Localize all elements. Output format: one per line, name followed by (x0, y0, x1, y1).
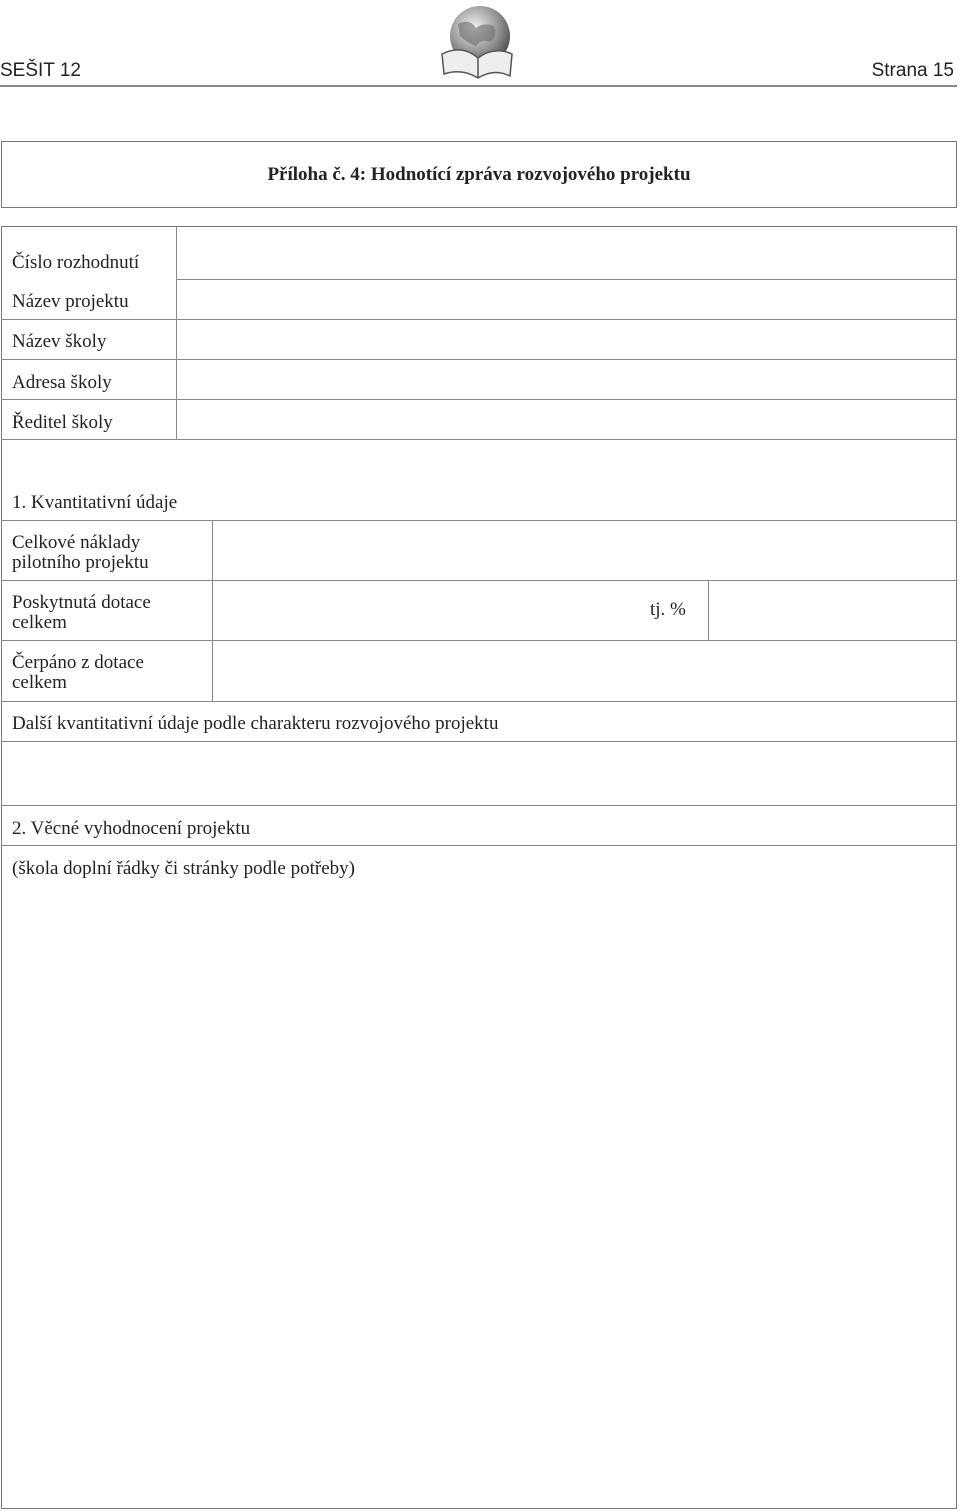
info-column-divider (176, 226, 177, 440)
info-row-divider (176, 279, 957, 280)
globe-book-logo-icon (436, 2, 518, 84)
grant-provided-label: Poskytnutá dotace celkem (12, 592, 151, 633)
quant-row-divider (1, 640, 957, 641)
decision-number-label: Číslo rozhodnutí (12, 252, 140, 273)
section-divider (1, 845, 957, 846)
school-address-label: Adresa školy (12, 372, 112, 393)
header-divider (0, 85, 957, 87)
project-name-label: Název projektu (12, 291, 129, 312)
page-title: Příloha č. 4: Hodnotící zpráva rozvojového projektu (267, 163, 691, 185)
quant-row-divider (1, 580, 957, 581)
info-row-divider (1, 399, 957, 400)
info-row-divider (1, 319, 957, 320)
total-costs-label: Celkové náklady pilotního projektu (12, 532, 149, 573)
grant-drawn-label: Čerpáno z dotace celkem (12, 652, 144, 693)
percent-label: tj. % (650, 599, 686, 620)
section-divider (1, 805, 957, 806)
quant-row-divider (1, 741, 957, 742)
section-divider (1, 520, 957, 521)
header-page-number: Strana 15 (871, 60, 954, 81)
section2-note: (škola doplní řádky či stránky podle potřeby) (12, 858, 355, 879)
school-name-label: Název školy (12, 331, 107, 352)
info-row-divider (1, 439, 957, 440)
page-title-box (1, 141, 957, 208)
quant-column-divider (212, 520, 213, 701)
section2-heading: 2. Věcné vyhodnocení projektu (12, 818, 251, 839)
header-section-label: SEŠIT 12 (0, 60, 81, 81)
additional-quant-data-label: Další kvantitativní údaje podle charakteru rozvojového projektu (12, 713, 499, 734)
section1-heading: 1. Kvantitativní údaje (12, 492, 178, 513)
percent-cell-divider (708, 580, 709, 640)
quant-row-divider (1, 701, 957, 702)
school-director-label: Ředitel školy (12, 412, 113, 433)
info-row-divider (1, 359, 957, 360)
